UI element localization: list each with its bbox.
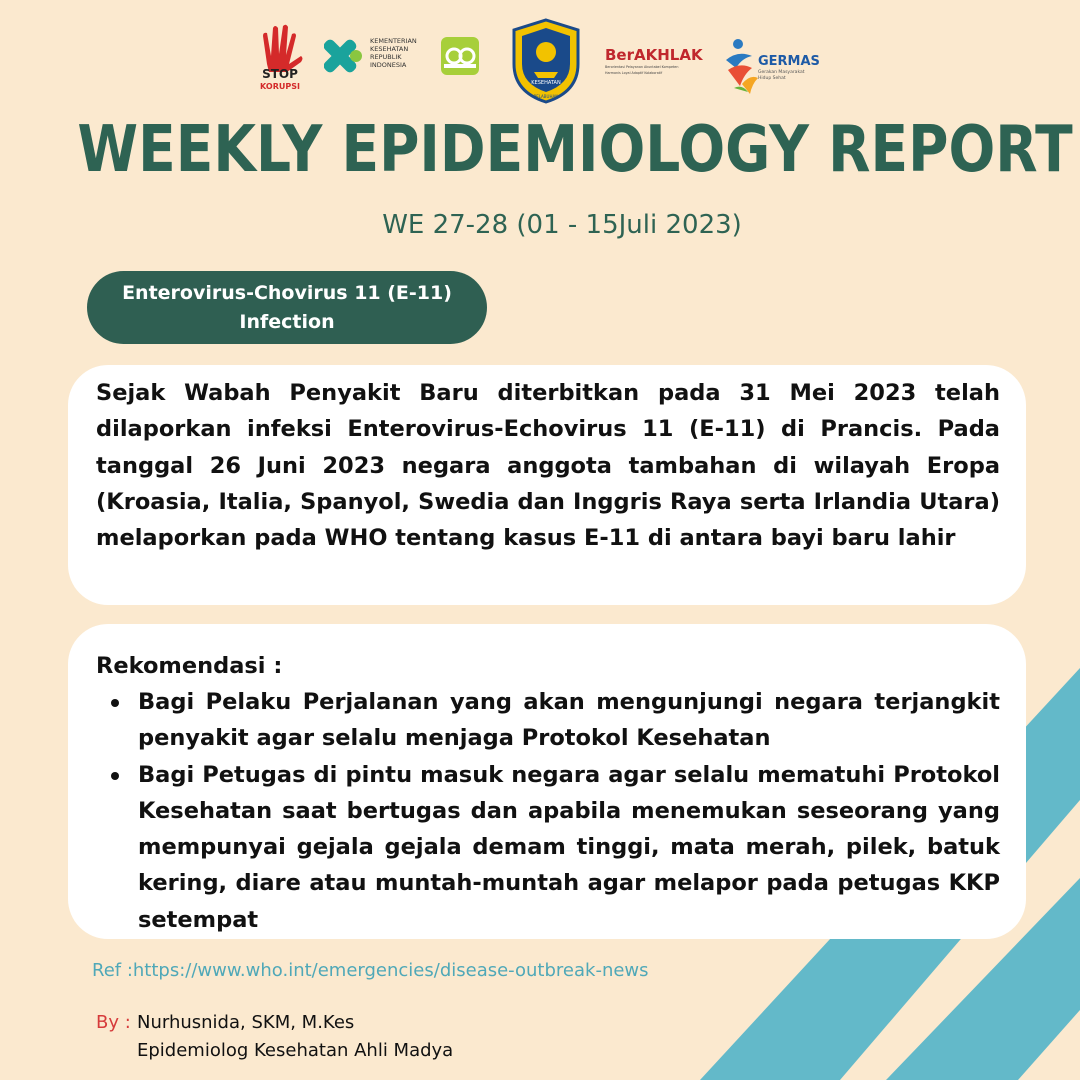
author-label: By : (96, 1012, 131, 1033)
report-title: WEEKLY EPIDEMIOLOGY REPORT (77, 113, 1073, 187)
reference-link[interactable]: Ref :https://www.who.int/emergencies/disease-outbreak-news (92, 960, 649, 981)
germas-text: GERMAS (758, 54, 820, 69)
korupsi-text: KORUPSI (260, 82, 300, 90)
topic-badge (87, 271, 487, 344)
author-name: Nurhusnida, SKM, M.Kes (137, 1012, 355, 1033)
germas-sub1: Gerakan Masyarakat (758, 70, 805, 75)
berakhlak-sub1: Berorientasi Pelayanan Akuntabel Kompeten (605, 65, 679, 69)
recommendation-text: Bagi Pelaku Perjalanan yang akan mengunjungi negara terjangkit penyakit agar selalu menjaga Protokol Kesehatan (138, 689, 1000, 752)
topic-line-2: Infection (239, 310, 335, 333)
bullet-icon (111, 772, 119, 780)
kemenkes-line3: REPUBLIK (370, 53, 402, 61)
berakhlak-sub2: Harmonis Loyal Adaptif Kolaboratif (605, 71, 663, 75)
topic-line-1: Enterovirus-Chovirus 11 (E-11) (122, 281, 452, 304)
stop-korupsi-logo (255, 22, 305, 90)
recommendation-text: Bagi Petugas di pintu masuk negara agar selalu mematuhi Protokol Kesehatan saat bertugas dan apabila menemukan seseorang yang mempunyai gejala gejala demam tinggi, mata merah, pilek, batuk kering, diare atau muntah-muntah agar melapor pada petugas KKP setempat (138, 761, 1000, 933)
author-role: Epidemiolog Kesehatan Ahli Madya (137, 1040, 454, 1061)
kkp-sub: PELABUHAN (533, 94, 559, 99)
green-square-logo (440, 36, 480, 76)
recommendations-heading: Rekomendasi : (96, 653, 283, 679)
list-item (96, 757, 1000, 938)
summary-card (68, 365, 1026, 605)
berakhlak-text: BerAKHLAK (605, 46, 703, 64)
summary-text: Sejak Wabah Penyakit Baru diterbitkan pada 31 Mei 2023 telah dilaporkan infeksi Enterovirus-Echovirus 11 (E-11) di Prancis. Pada tanggal 26 Juni 2023 negara anggota tambahan di wilayah Eropa (Kroasia, Italia, Spanyol, Swedia dan Inggris Raya serta Irlandia Utara) melaporkan pada WHO tentang kasus E-11 di antara bayi baru lahir (96, 380, 1000, 552)
list-item (96, 684, 1000, 757)
kkp-emblem-logo (510, 18, 582, 104)
kemenkes-mark (324, 38, 362, 75)
report-period: WE 27-28 (01 - 15Juli 2023) (382, 210, 742, 240)
bullet-icon (111, 699, 119, 707)
recommendations-card (68, 624, 1026, 939)
germas-logo (722, 34, 826, 96)
kemenkes-logo (324, 32, 424, 88)
kkp-text: KESEHATAN (531, 80, 561, 86)
kemenkes-line2: KESEHATAN (370, 45, 409, 53)
berakhlak-logo (603, 40, 707, 80)
recommendations-list (96, 684, 1000, 938)
logo-bar (0, 16, 1080, 116)
germas-sub2: Hidup Sehat (758, 76, 786, 81)
stop-text: STOP (262, 67, 298, 81)
kemenkes-line1: KEMENTERIAN (370, 37, 417, 45)
kemenkes-line4: INDONESIA (370, 61, 407, 69)
